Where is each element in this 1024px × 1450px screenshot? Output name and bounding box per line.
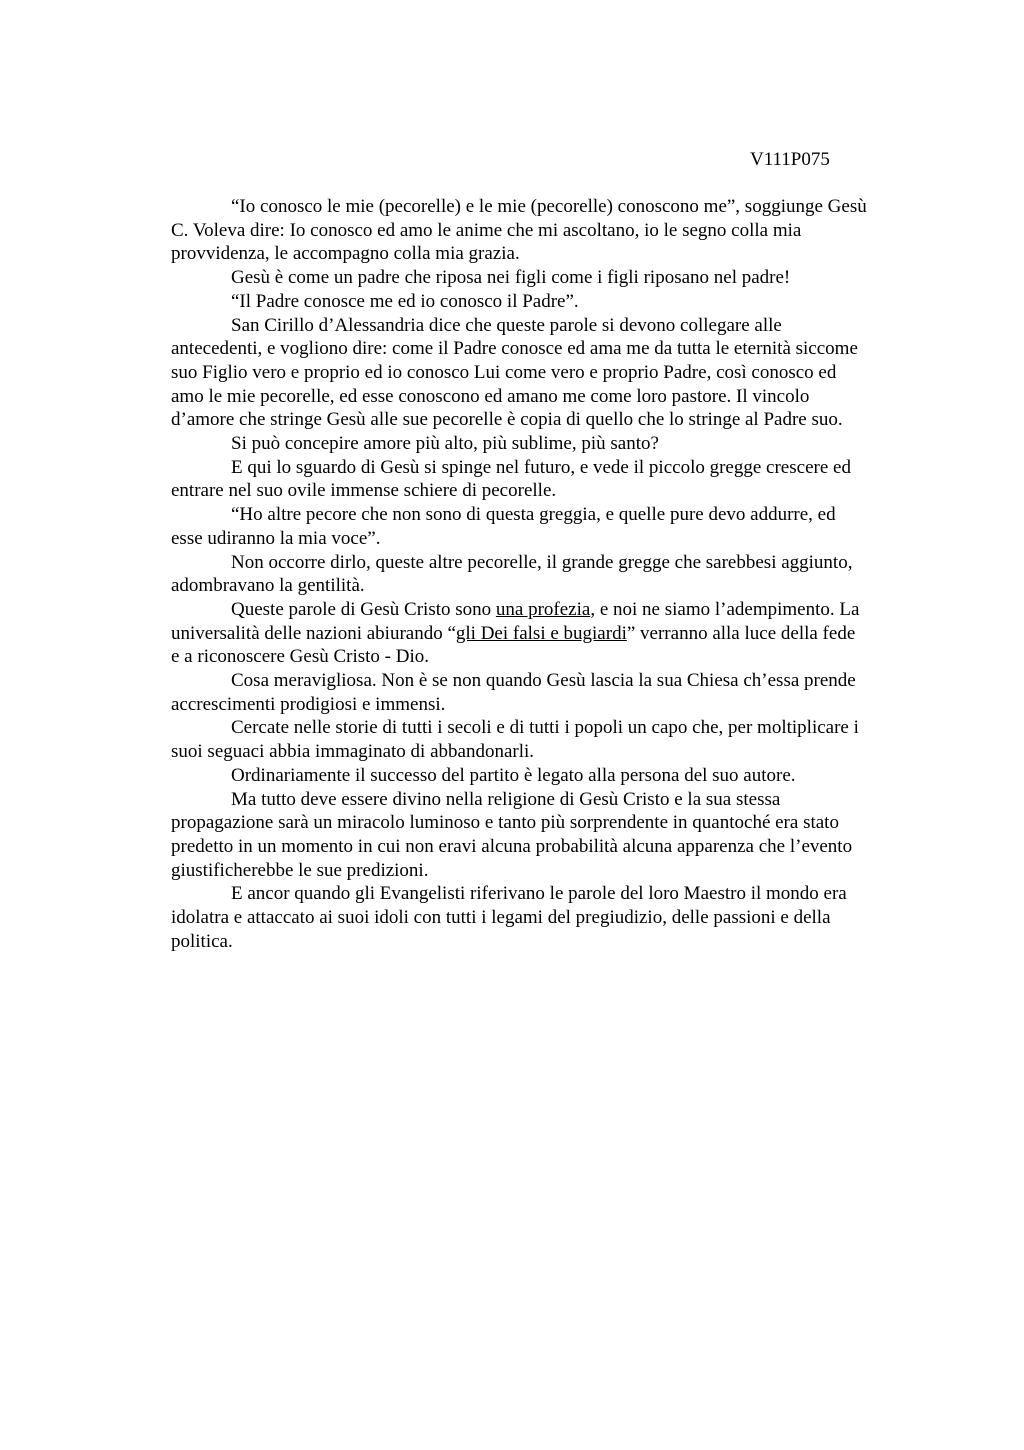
- paragraph: Ma tutto deve essere divino nella religione di Gesù Cristo e la sua stessa propagazione sarà un miracolo luminoso e tanto più sorprendente in quantoché era stato predetto in un momento in cui non eravi alcuna probabilità alcuna apparenza che l’evento giustificherebbe le sue predizioni.: [171, 788, 853, 881]
- document-body: [171, 195, 927, 954]
- paragraph: Si può concepire amore più alto, più sublime, più santo?: [231, 433, 659, 455]
- paragraph: Non occorre dirlo, queste altre pecorelle, il grande gregge che sarebbesi aggiunto, adombravano la gentilità.: [171, 551, 853, 597]
- text-run: ” verranno alla luce della fede e a riconoscere Gesù Cristo - Dio.: [171, 622, 856, 668]
- paragraph: Cosa meravigliosa. Non è se non quando Gesù lascia la sua Chiesa ch’essa prende accrescimenti prodigiosi e immensi.: [171, 670, 856, 715]
- paragraph: San Cirillo d’Alessandria dice che queste parole si devono collegare alle antecedenti, e vogliono dire: come il Padre conosce ed ama me da tutta le eternità siccome suo Figlio vero e proprio ed io conosco Lui come vero e proprio Padre, così conosco ed amo le mie pecorelle, ed esse conoscono ed amano me come loro pastore. Il vincolo d’amore che stringe Gesù alle sue pecorelle è copia di quello che lo stringe al Padre suo.: [171, 314, 858, 431]
- paragraph: “Il Padre conosce me ed io conosco il Padre”.: [231, 290, 579, 312]
- paragraph: “Io conosco le mie (pecorelle) e le mie (pecorelle) conoscono me”, soggiunge Gesù C. Voleva dire: Io conosco ed amo le anime che mi ascoltano, io le segno colla mia provvidenza, le accompagno colla mia grazia.: [171, 196, 867, 265]
- paragraph: Cercate nelle storie di tutti i secoli e di tutti i popoli un capo che, per moltiplicare i suoi seguaci abbia immaginato di abbandonarli.: [171, 717, 859, 763]
- page-identifier: V111P075: [750, 149, 830, 170]
- underlined-phrase: una profezia: [495, 598, 591, 620]
- text-run: Queste parole di Gesù Cristo sono: [231, 598, 496, 620]
- paragraph: “Ho altre pecore che non sono di questa greggia, e quelle pure devo addurre, ed esse udiranno la mia voce”.: [171, 504, 836, 549]
- paragraph: E qui lo sguardo di Gesù si spinge nel futuro, e vede il piccolo gregge crescere ed entrare nel suo ovile immense schiere di pecorelle.: [171, 456, 851, 502]
- underlined-phrase: gli Dei falsi e bugiardi: [455, 622, 627, 644]
- paragraph: Ordinariamente il successo del partito è legato alla persona del suo autore.: [231, 764, 796, 786]
- paragraph: Gesù è come un padre che riposa nei figli come i figli riposano nel padre!: [231, 267, 791, 289]
- text-run: , e noi ne siamo l’adempimento. La universalità delle nazioni abiurando “: [171, 598, 860, 644]
- paragraph: E ancor quando gli Evangelisti riferivano le parole del loro Maestro il mondo era idolatra e attaccato ai suoi idoli con tutti i legami del pregiudizio, delle passioni e della politica.: [171, 883, 847, 952]
- paragraph-with-underlines: [171, 598, 927, 669]
